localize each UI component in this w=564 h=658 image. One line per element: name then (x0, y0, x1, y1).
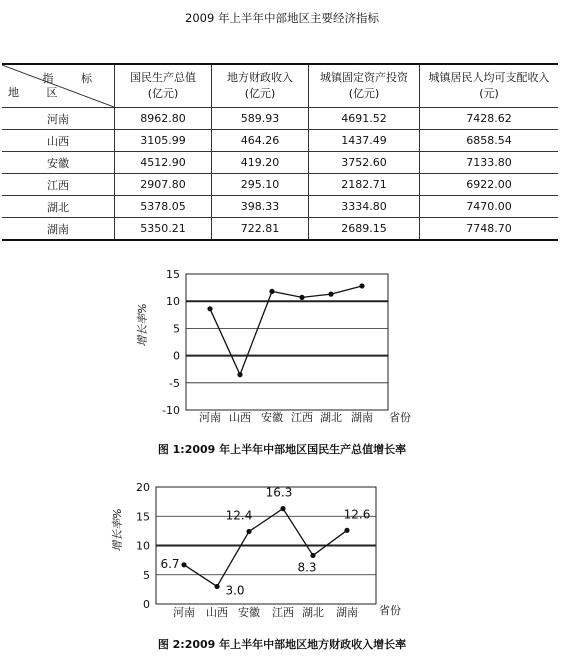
chart1-x-tick-label: 安徽 (261, 411, 283, 424)
chart1-data-point (207, 306, 212, 311)
economic-indicators-table (2, 63, 558, 241)
header-name: 国民生产总值 (130, 71, 196, 84)
chart2-data-label: 6.7 (160, 556, 180, 571)
chart2-x-tick-label: 湖北 (302, 606, 324, 619)
value-cell: 2907.80 (115, 174, 212, 196)
table-corner-cell (2, 64, 115, 108)
table-row (2, 174, 558, 196)
value-cell: 8962.80 (115, 108, 212, 130)
chart2-data-label: 3.0 (225, 583, 245, 598)
value-cell: 7133.80 (420, 152, 559, 174)
value-cell: 2182.71 (309, 174, 420, 196)
value-cell: 7470.00 (420, 196, 559, 218)
chart1-data-point (299, 295, 304, 300)
value-cell: 5378.05 (115, 196, 212, 218)
value-cell: 398.33 (212, 196, 309, 218)
table-row (2, 108, 558, 130)
value-cell: 4691.52 (309, 108, 420, 130)
header-disposable-income (420, 64, 559, 108)
value-cell: 3334.80 (309, 196, 420, 218)
table-row (2, 130, 558, 152)
table-row (2, 152, 558, 174)
chart2-data-label: 12.6 (343, 507, 371, 522)
region-cell: 湖南 (2, 218, 115, 241)
chart2-x-axis-label: 省份 (379, 604, 401, 617)
value-cell: 6922.00 (420, 174, 559, 196)
corner-label-region: 地 区 (8, 86, 70, 99)
chart2-y-tick-label: 10 (136, 539, 150, 553)
table-row (2, 196, 558, 218)
value-cell: 7428.62 (420, 108, 559, 130)
chart1-y-axis-label: 增长率% (136, 303, 149, 347)
value-cell: 5350.21 (115, 218, 212, 241)
value-cell: 589.93 (212, 108, 309, 130)
chart1-y-tick-label: -5 (169, 376, 180, 390)
header-unit: (亿元) (244, 87, 276, 100)
chart2-y-axis-label: 增长率% (111, 508, 124, 552)
chart1-y-tick-label: 10 (166, 295, 180, 309)
value-cell: 464.26 (212, 130, 309, 152)
chart2-y-tick-label: 5 (143, 568, 150, 582)
chart1-y-tick-label: 15 (166, 268, 180, 281)
chart2-data-point (310, 553, 315, 558)
region-cell: 山西 (2, 130, 115, 152)
value-cell: 295.10 (212, 174, 309, 196)
table-header-row (2, 64, 558, 108)
chart2-caption: 图 2:2009 年上半年中部地区地方财政收入增长率 (157, 638, 407, 651)
chart2-x-tick-label: 安徽 (238, 606, 260, 619)
chart1-x-tick-label: 湖北 (320, 411, 342, 424)
chart1-x-tick-label: 江西 (291, 411, 313, 424)
value-cell: 2689.15 (309, 218, 420, 241)
page-title: 2009 年上半年中部地区主要经济指标 (185, 11, 379, 25)
region-cell: 安徽 (2, 152, 115, 174)
region-cell: 江西 (2, 174, 115, 196)
header-name: 城镇固定资产投资 (320, 71, 408, 84)
value-cell: 419.20 (212, 152, 309, 174)
value-cell: 1437.49 (309, 130, 420, 152)
value-cell: 6858.54 (420, 130, 559, 152)
header-gdp (115, 64, 212, 108)
chart1-caption: 图 1:2009 年上半年中部地区国民生产总值增长率 (157, 443, 407, 456)
header-unit: (元) (479, 87, 499, 100)
chart1-y-tick-label: -10 (162, 404, 180, 417)
chart2-x-tick-label: 河南 (173, 606, 195, 619)
chart2-y-tick-label: 20 (136, 481, 150, 494)
chart2-data-label: 8.3 (297, 560, 317, 575)
chart2-data-label: 12.4 (225, 508, 253, 523)
chart2-data-point (280, 506, 285, 511)
region-cell: 河南 (2, 108, 115, 130)
chart1-series-line (210, 286, 362, 375)
header-name: 地方财政收入 (227, 71, 293, 84)
chart2-x-tick-label: 山西 (206, 606, 228, 619)
chart2-data-point (246, 529, 251, 534)
header-name: 城镇居民人均可支配收入 (428, 71, 550, 84)
chart1-data-point (269, 289, 274, 294)
value-cell: 7748.70 (420, 218, 559, 241)
chart2-data-point (214, 584, 219, 589)
header-fixed-investment (309, 64, 420, 108)
chart2-data-point (344, 528, 349, 533)
chart2-y-tick-label: 0 (143, 598, 150, 611)
chart1-data-point (359, 283, 364, 288)
region-cell: 湖北 (2, 196, 115, 218)
value-cell: 3105.99 (115, 130, 212, 152)
chart1-plot-frame (186, 274, 388, 410)
chart1-y-tick-label: 0 (173, 349, 180, 363)
chart1-x-tick-label: 河南 (199, 411, 221, 424)
chart2-x-tick-label: 江西 (272, 606, 294, 619)
value-cell: 4512.90 (115, 152, 212, 174)
chart2-y-tick-label: 15 (136, 510, 150, 524)
chart1-x-tick-label: 山西 (229, 411, 251, 424)
table-row (2, 218, 558, 241)
chart1-x-tick-label: 湖南 (351, 411, 373, 424)
header-fiscal-revenue (212, 64, 309, 108)
header-unit: (亿元) (147, 87, 179, 100)
header-unit: (亿元) (348, 87, 380, 100)
chart1-y-tick-label: 5 (173, 322, 180, 336)
value-cell: 3752.60 (309, 152, 420, 174)
chart2-plot-frame (156, 487, 376, 604)
chart2-data-label: 16.3 (265, 485, 293, 500)
chart1-data-point (328, 292, 333, 297)
chart2-data-point (181, 562, 186, 567)
chart2-series-line (184, 509, 347, 587)
chart1-data-point (237, 372, 242, 377)
chart1-x-axis-label: 省份 (389, 411, 411, 424)
value-cell: 722.81 (212, 218, 309, 241)
chart2-x-tick-label: 湖南 (336, 606, 358, 619)
corner-label-indicator: 指 标 (42, 72, 104, 85)
